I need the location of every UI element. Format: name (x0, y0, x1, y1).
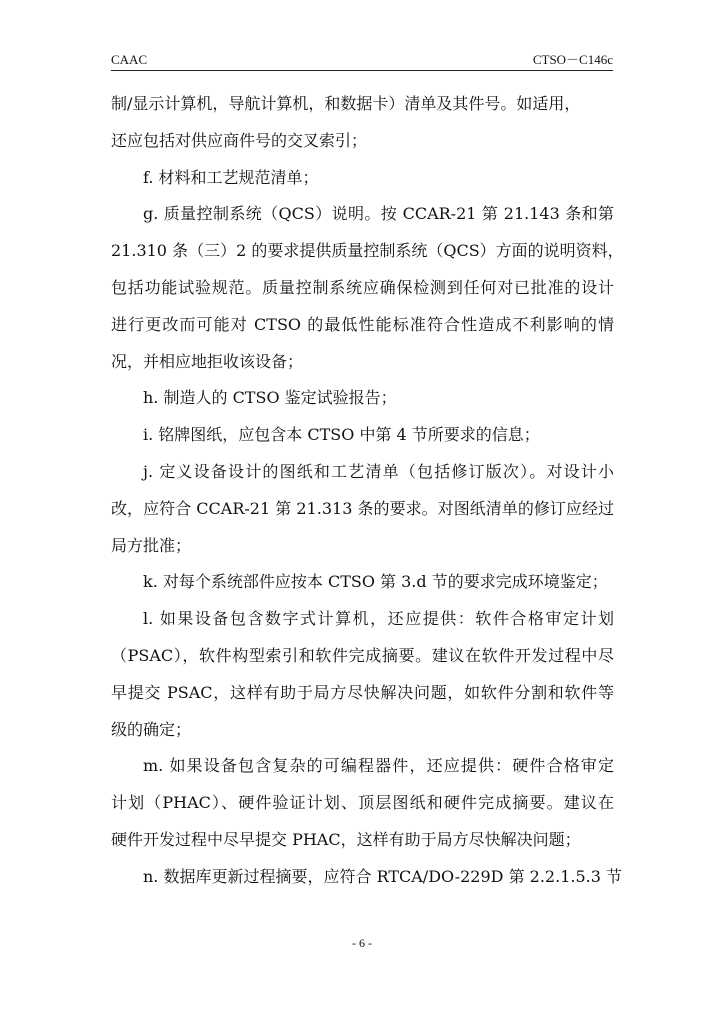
text-line: 制/显示计算机，导航计算机，和数据卡）清单及其件号。如适用， (111, 94, 581, 113)
list-item-g: g. 质量控制系统（QCS）说明。按 CCAR-21 第 21.143 条和第 (143, 204, 614, 224)
text-line: 早提交 PSAC，这样有助于局方尽快解决问题，如软件分割和软件等 (111, 682, 614, 702)
header-org: CAAC (111, 52, 148, 67)
list-item-m: m. 如果设备包含复杂的可编程器件，还应提供：硬件合格审定 (143, 756, 614, 776)
text-line: 局方批准； (111, 535, 192, 555)
text-line: 硬件开发过程中尽早提交 PHAC，这样有助于局方尽快解决问题； (111, 829, 581, 849)
list-item-i: i. 铭牌图纸，应包含本 CTSO 中第 4 节所要求的信息； (143, 425, 540, 445)
list-item-n: n. 数据库更新过程摘要，应符合 RTCA/DO-229D 第 2.2.1.5.3 节 (143, 866, 622, 886)
list-item-h: h. 制造人的 CTSO 鉴定试验报告； (143, 388, 397, 408)
list-item-k: k. 对每个系统部件应按本 CTSO 第 3.d 节的要求完成环境鉴定； (143, 572, 608, 592)
header-doc-id: CTSO－C146c (532, 52, 613, 67)
text-line: 况，并相应地拒收该设备； (111, 351, 304, 371)
list-item-f: f. 材料和工艺规范清单； (143, 167, 319, 187)
page-header (111, 52, 613, 71)
text-line: 改，应符合 CCAR-21 第 21.313 条的要求。对图纸清单的修订应经过 (111, 498, 614, 518)
page-number: - 6 - (352, 936, 372, 950)
text-line: （PSAC），软件构型索引和软件完成摘要。建议在软件开发过程中尽 (111, 645, 614, 665)
text-line: 计划（PHAC）、硬件验证计划、顶层图纸和硬件完成摘要。建议在 (111, 793, 614, 813)
body-text (111, 86, 624, 896)
text-line: 级的确定； (111, 719, 192, 739)
list-item-j: j. 定义设备设计的图纸和工艺清单（包括修订版次）。对设计小 (143, 461, 614, 481)
list-item-l: l. 如果设备包含数字式计算机，还应提供：软件合格审定计划 (143, 609, 614, 629)
text-line: 进行更改而可能对 CTSO 的最低性能标准符合性造成不利影响的情 (111, 314, 614, 334)
text-line: 还应包括对供应商件号的交叉索引； (111, 130, 368, 150)
text-line: 21.310 条（三）2 的要求提供质量控制系统（QCS）方面的说明资料， (111, 241, 624, 261)
text-line: 包括功能试验规范。质量控制系统应确保检测到任何对已批准的设计 (111, 277, 614, 297)
